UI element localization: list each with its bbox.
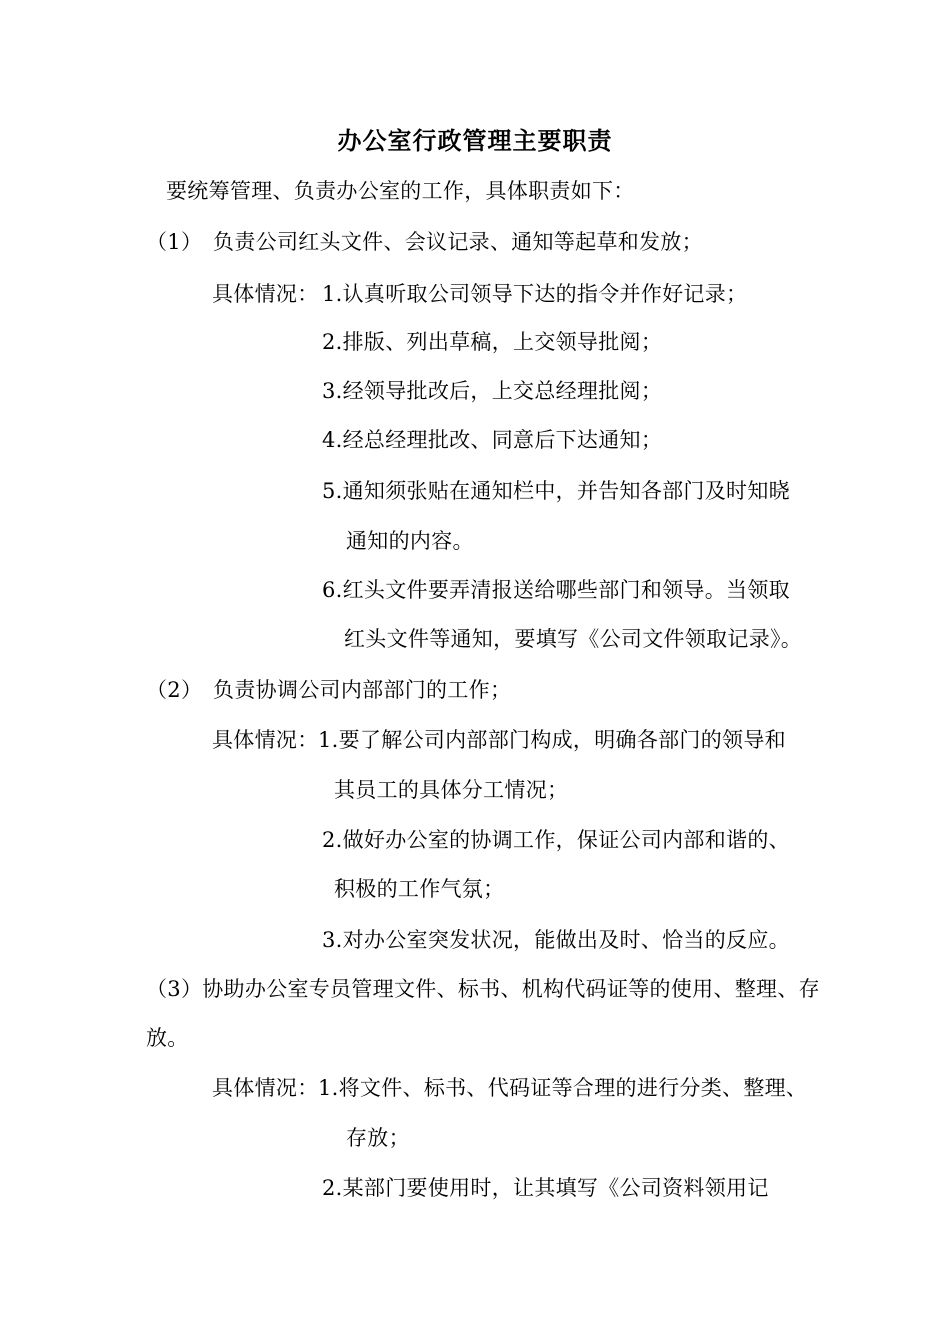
- section1-item: 6.红头文件要弄清报送给哪些部门和领导。当领取: [322, 578, 790, 602]
- section3-item-continued: 存放；: [346, 1126, 410, 1150]
- section2-label: 具体情况：: [212, 728, 319, 752]
- section3-label: 具体情况：: [212, 1076, 319, 1100]
- section2-item: 1.要了解公司内部部门构成，明确各部门的领导和: [318, 728, 786, 752]
- section1-item-continued: 红头文件等通知，要填写《公司文件领取记录》。: [344, 627, 803, 651]
- intro-paragraph: 要统筹管理、负责办公室的工作，具体职责如下：: [166, 179, 635, 203]
- section3-item: 1.将文件、标书、代码证等合理的进行分类、整理、: [318, 1076, 808, 1100]
- section2-heading: （2） 负责协调公司内部部门的工作；: [146, 678, 512, 702]
- section1-label: 具体情况：: [212, 282, 319, 306]
- section1-item: 4.经总经理批改、同意后下达通知；: [322, 428, 663, 452]
- section1-item-continued: 通知的内容。: [346, 529, 474, 553]
- section1-item: 1.认真听取公司领导下达的指令并作好记录；: [322, 282, 748, 306]
- section3-heading: （3）协助办公室专员管理文件、标书、机构代码证等的使用、整理、存: [146, 977, 820, 1001]
- section3-heading-continued: 放。: [146, 1026, 189, 1050]
- section3-item: 2.某部门要使用时，让其填写《公司资料领用记: [322, 1176, 769, 1200]
- section2-item-continued: 其员工的具体分工情况；: [334, 778, 569, 802]
- page-title: 办公室行政管理主要职责: [337, 126, 613, 155]
- section1-item: 3.经领导批改后，上交总经理批阅；: [322, 379, 663, 403]
- section2-item-continued: 积极的工作气氛；: [334, 877, 505, 901]
- section1-heading: （1） 负责公司红头文件、会议记录、通知等起草和发放；: [146, 230, 703, 254]
- section2-item: 3.对办公室突发状况，能做出及时、恰当的反应。: [322, 928, 790, 952]
- section1-item: 2.排版、列出草稿，上交领导批阅；: [322, 330, 663, 354]
- section2-item: 2.做好办公室的协调工作，保证公司内部和谐的、: [322, 828, 790, 852]
- section1-item: 5.通知须张贴在通知栏中，并告知各部门及时知晓: [322, 479, 790, 503]
